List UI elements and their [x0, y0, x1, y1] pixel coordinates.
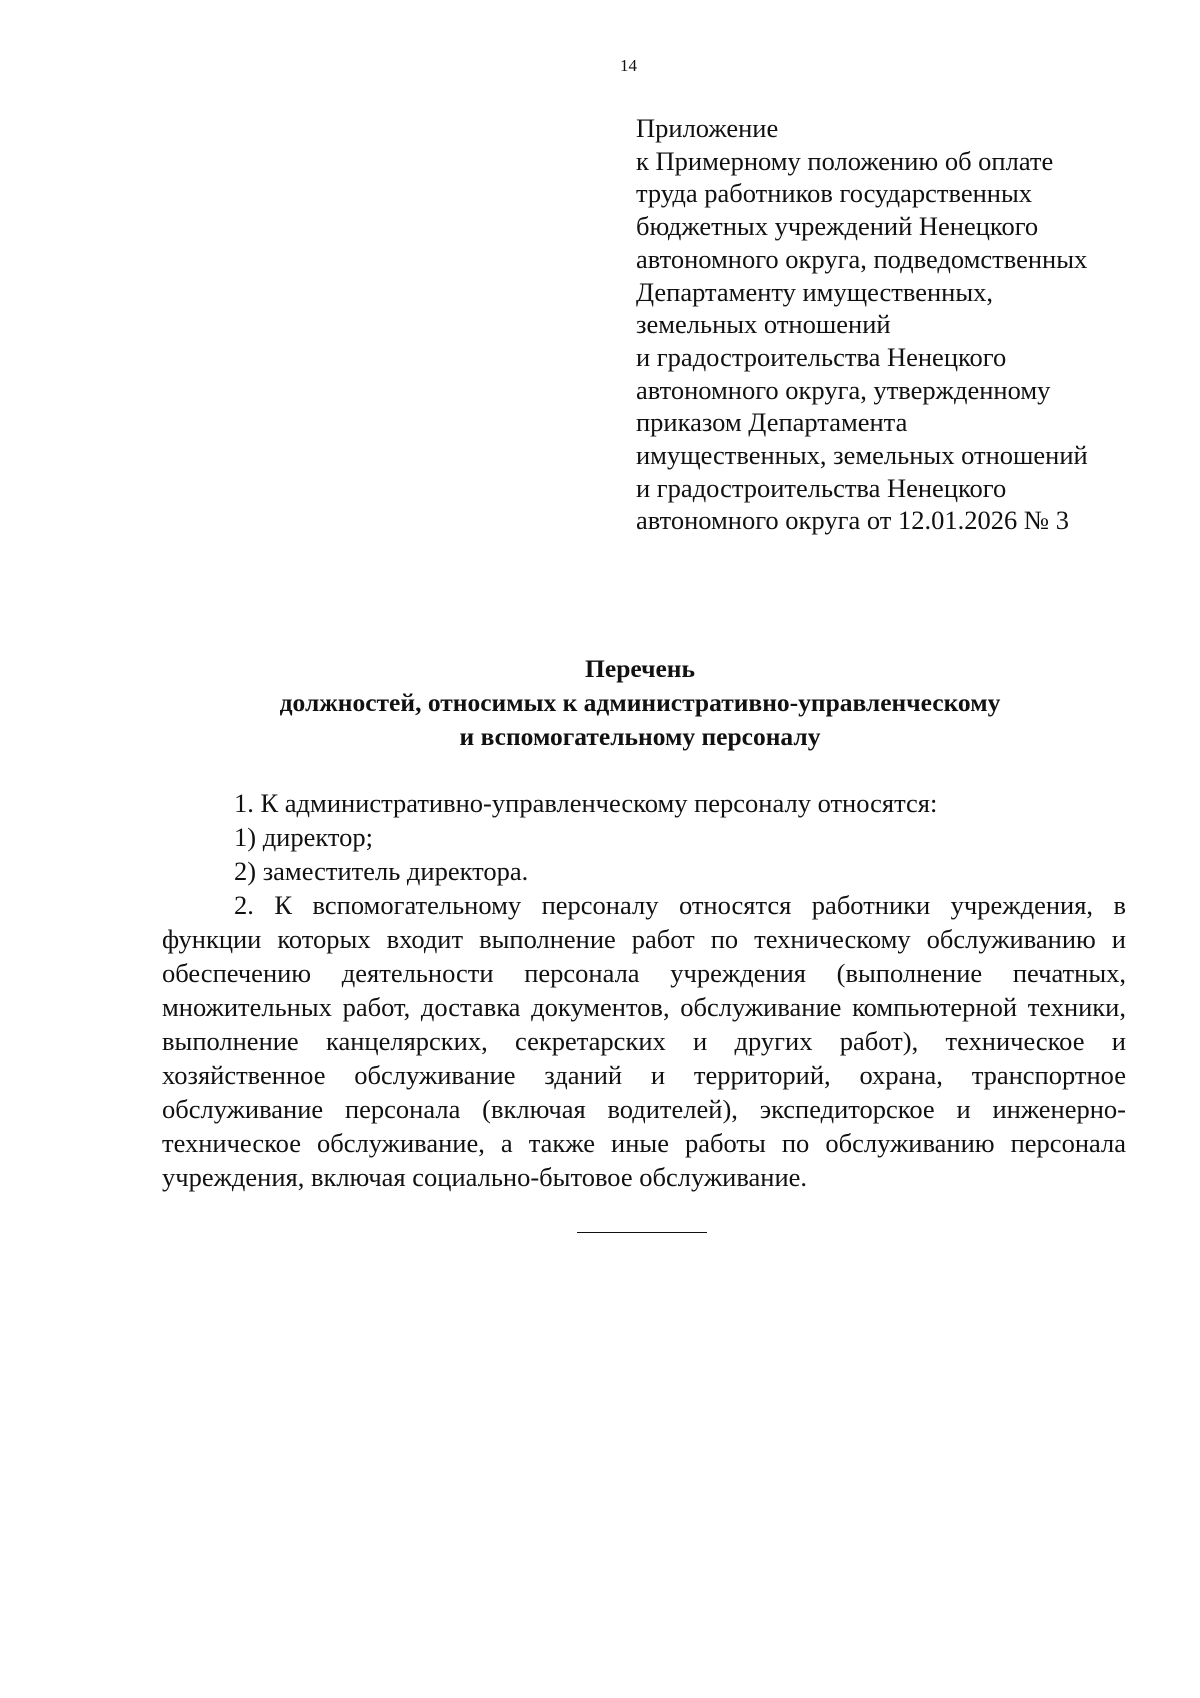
appendix-line: автономного округа, утвержденному: [636, 374, 1051, 405]
list-item-director: 1) директор;: [234, 822, 373, 852]
appendix-line: Департаменту имущественных,: [636, 276, 994, 307]
page-number: 14: [620, 56, 637, 75]
appendix-line: приказом Департамента: [636, 407, 908, 438]
appendix-line: земельных отношений: [636, 309, 891, 340]
appendix-line: имущественных, земельных отношений: [636, 440, 1088, 471]
paragraph-1: 1. К административно-управленческому персоналу относятся:: [234, 788, 938, 818]
end-divider: [577, 1232, 707, 1233]
appendix-line: бюджетных учреждений Ненецкого: [636, 211, 1039, 242]
appendix-heading: [636, 112, 1156, 537]
paragraph-2: 2. К вспомогательному персоналу относятся работники учреждения, в функции которых входит выполнение работ по техническому обслуживанию и обеспечению деятельности персонала учреждения (выполнение печатных, множительных работ, доставка документов, обслуживание компьютерной техники, выполнение канцелярских, секретарских и других работ), техническое и хозяйственное обслуживание зданий и территорий, охрана, транспортное обслуживание персонала (включая водителей), экспедиторское и инженерно-техническое обслуживание, а также иные работы по обслуживанию персонала учреждения, включая социально-бытовое обслуживание.: [162, 890, 1126, 1192]
appendix-line: автономного округа, подведомственных: [636, 243, 1088, 274]
appendix-line: к Примерному положению об оплате: [636, 145, 1054, 176]
list-item-deputy-director: 2) заместитель директора.: [234, 856, 529, 886]
title-line-2: должностей, относимых к административно-управленческому: [279, 688, 1001, 717]
appendix-line: и градостроительства Ненецкого: [636, 472, 1007, 503]
appendix-line: труда работников государственных: [636, 178, 1032, 209]
title-line-1: Перечень: [585, 654, 695, 683]
document-body: [162, 786, 1126, 1194]
appendix-line: Приложение: [636, 113, 779, 143]
appendix-line: и градостроительства Ненецкого: [636, 341, 1007, 372]
document-title: [160, 652, 1120, 754]
title-line-3: и вспомогательному персоналу: [459, 722, 821, 751]
appendix-line: автономного округа от 12.01.2026 № 3: [636, 505, 1069, 536]
